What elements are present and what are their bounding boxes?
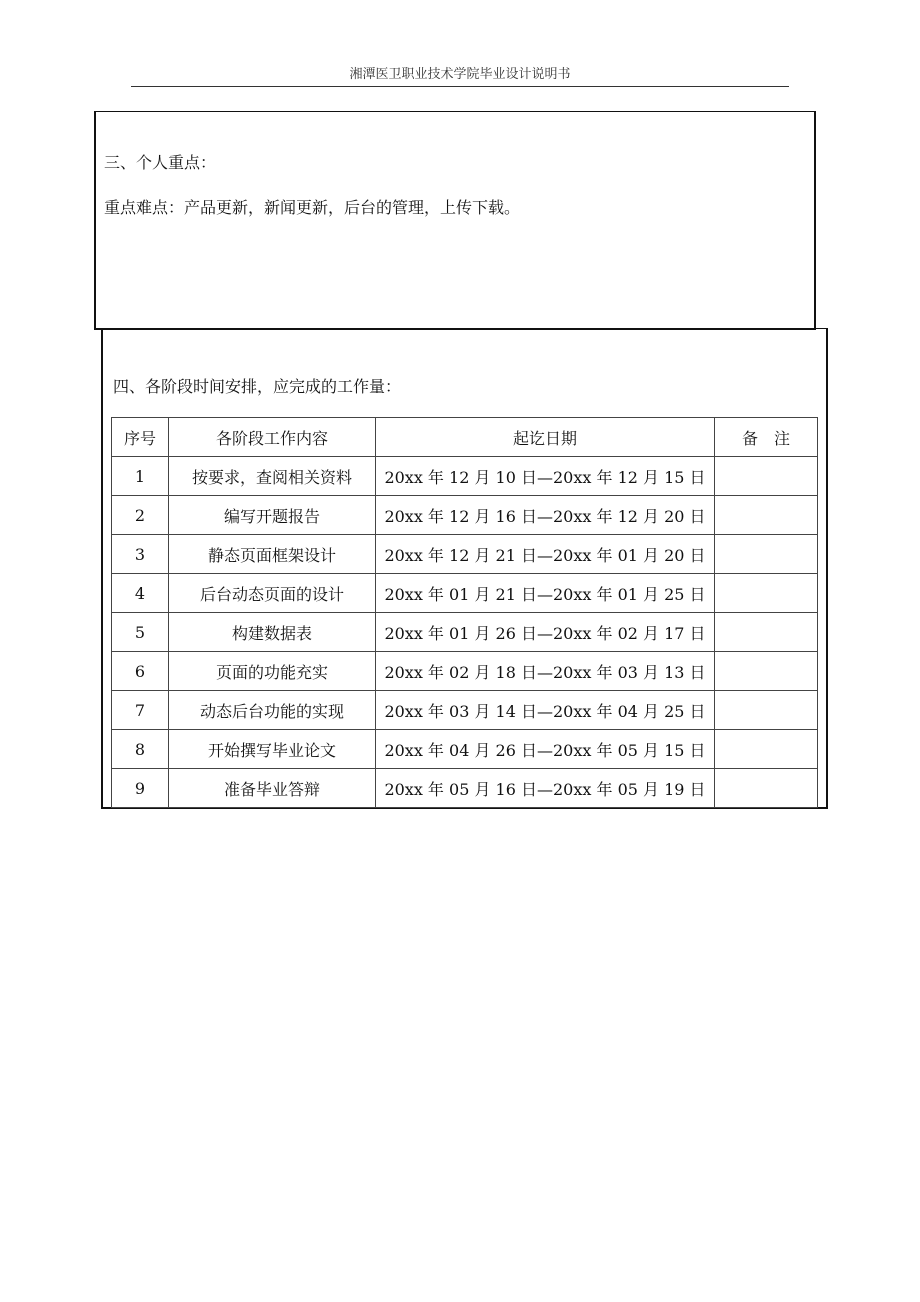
row-content: 按要求，查阅相关资料 — [169, 457, 376, 496]
row-date: 20xx 年 01 月 21 日—20xx 年 01 月 25 日 — [376, 574, 715, 613]
row-no: 2 — [112, 496, 169, 535]
row-date: 20xx 年 12 月 10 日—20xx 年 12 月 15 日 — [376, 457, 715, 496]
row-note — [715, 496, 818, 535]
row-date: 20xx 年 12 月 21 日—20xx 年 01 月 20 日 — [376, 535, 715, 574]
section-personal-focus-text: 重点难点：产品更新，新闻更新，后台的管理，上传下载。 — [104, 198, 521, 217]
header-date: 起讫日期 — [376, 418, 715, 457]
row-content: 动态后台功能的实现 — [169, 691, 376, 730]
table-row — [112, 613, 818, 652]
row-no: 3 — [112, 535, 169, 574]
section-personal-focus-box — [94, 111, 816, 330]
section-schedule-box-top-edge — [812, 328, 826, 329]
table-row — [112, 496, 818, 535]
row-no: 4 — [112, 574, 169, 613]
row-no: 5 — [112, 613, 169, 652]
row-content: 静态页面框架设计 — [169, 535, 376, 574]
row-note — [715, 652, 818, 691]
row-note — [715, 730, 818, 769]
table-header-row — [112, 418, 818, 457]
row-note — [715, 613, 818, 652]
row-content: 准备毕业答辩 — [169, 769, 376, 808]
schedule-table — [111, 417, 818, 808]
page-header: 湘潭医卫职业技术学院毕业设计说明书 — [349, 67, 571, 82]
section-schedule-title: 四、各阶段时间安排，应完成的工作量： — [113, 377, 402, 396]
header-note: 备 注 — [715, 418, 818, 457]
row-note — [715, 457, 818, 496]
row-date: 20xx 年 01 月 26 日—20xx 年 02 月 17 日 — [376, 613, 715, 652]
table-row — [112, 457, 818, 496]
header-divider — [131, 86, 789, 87]
row-date: 20xx 年 03 月 14 日—20xx 年 04 月 25 日 — [376, 691, 715, 730]
row-date: 20xx 年 12 月 16 日—20xx 年 12 月 20 日 — [376, 496, 715, 535]
header-no: 序号 — [112, 418, 169, 457]
row-content: 编写开题报告 — [169, 496, 376, 535]
row-content: 构建数据表 — [169, 613, 376, 652]
row-no: 6 — [112, 652, 169, 691]
header-content: 各阶段工作内容 — [169, 418, 376, 457]
table-row — [112, 652, 818, 691]
table-row — [112, 535, 818, 574]
row-date: 20xx 年 04 月 26 日—20xx 年 05 月 15 日 — [376, 730, 715, 769]
table-row — [112, 730, 818, 769]
table-row — [112, 691, 818, 730]
section-personal-focus-title: 三、个人重点： — [104, 153, 217, 172]
row-date: 20xx 年 02 月 18 日—20xx 年 03 月 13 日 — [376, 652, 715, 691]
row-no: 1 — [112, 457, 169, 496]
row-note — [715, 769, 818, 808]
row-note — [715, 691, 818, 730]
table-row — [112, 769, 818, 808]
row-content: 后台动态页面的设计 — [169, 574, 376, 613]
row-no: 7 — [112, 691, 169, 730]
row-content: 页面的功能充实 — [169, 652, 376, 691]
table-row — [112, 574, 818, 613]
row-no: 9 — [112, 769, 169, 808]
row-content: 开始撰写毕业论文 — [169, 730, 376, 769]
row-no: 8 — [112, 730, 169, 769]
row-note — [715, 574, 818, 613]
row-note — [715, 535, 818, 574]
row-date: 20xx 年 05 月 16 日—20xx 年 05 月 19 日 — [376, 769, 715, 808]
